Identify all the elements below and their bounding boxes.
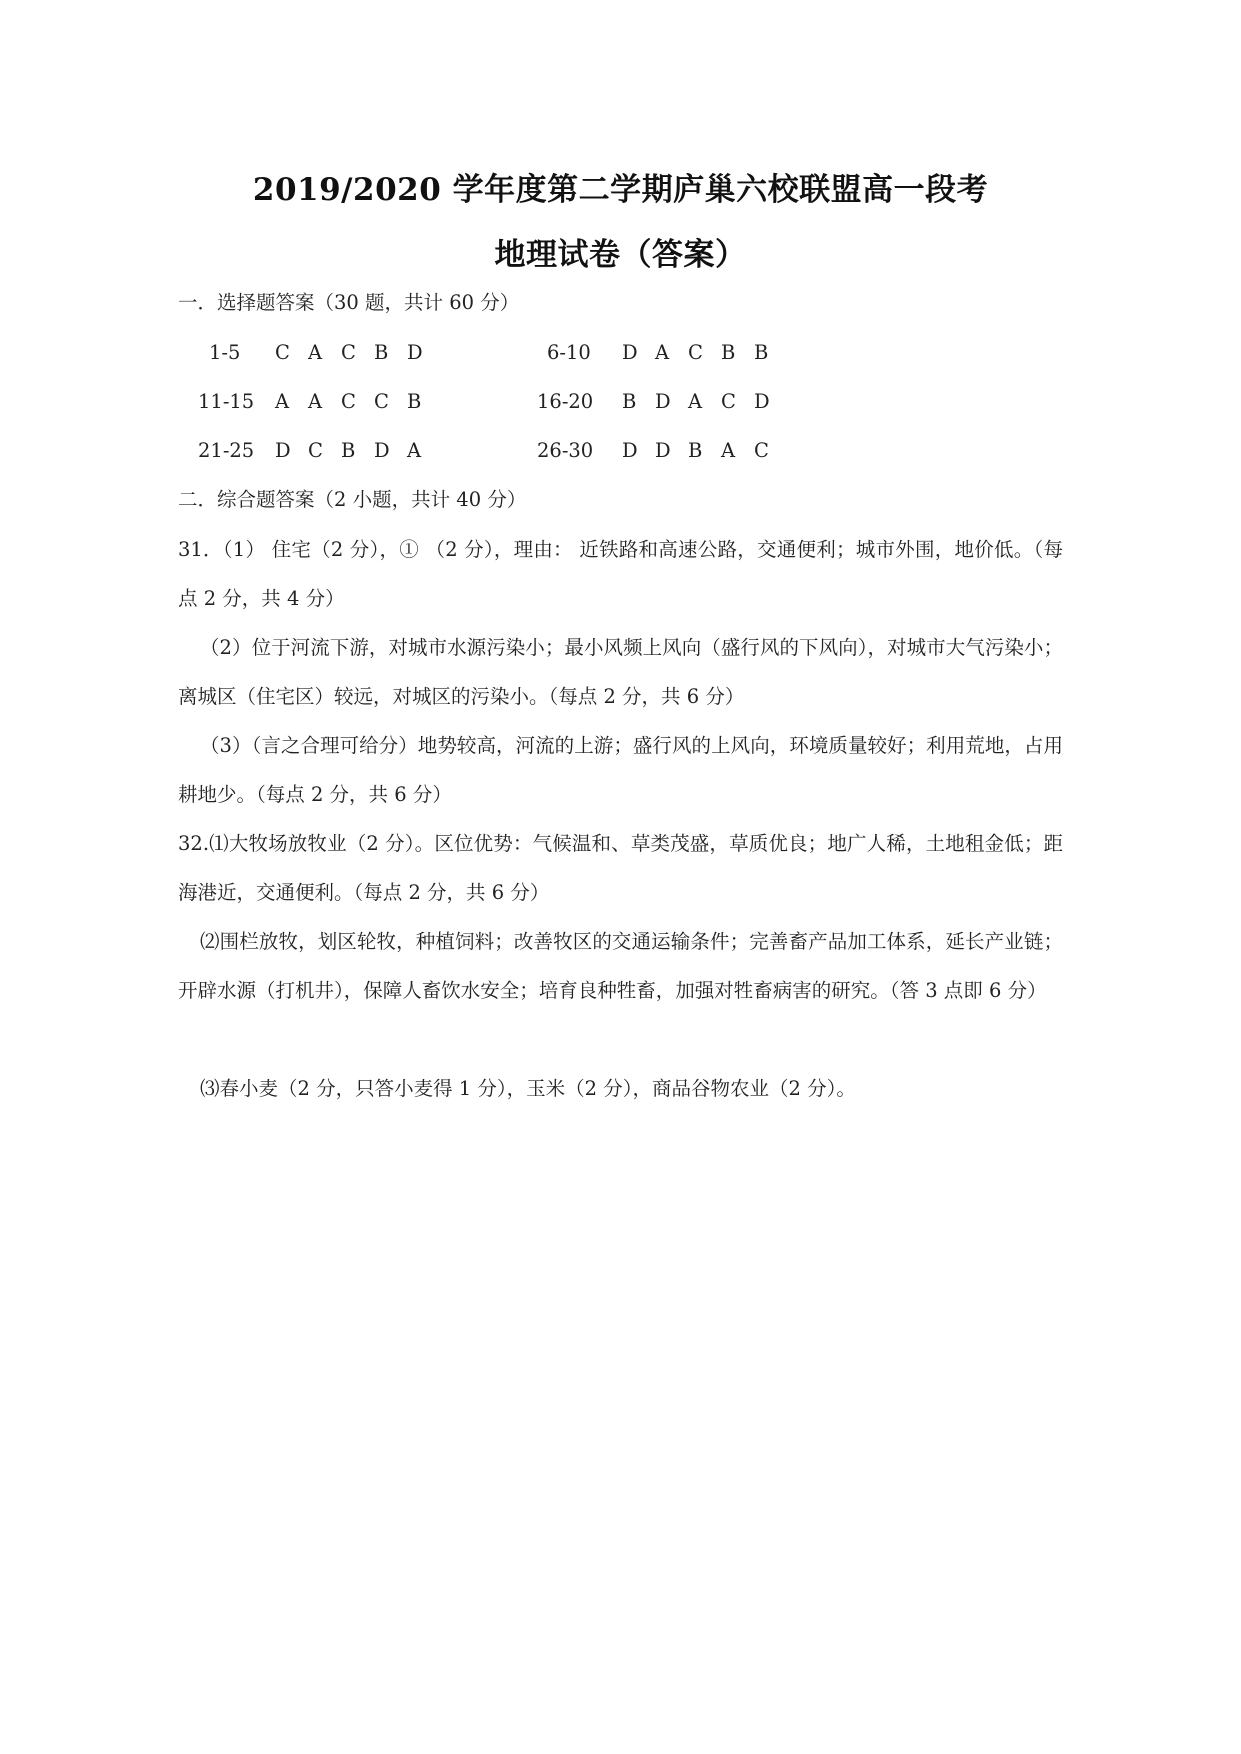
mc-range-left: 21-25 bbox=[198, 439, 255, 462]
mc-answer: B bbox=[374, 341, 389, 364]
mc-answers-left bbox=[275, 392, 440, 412]
section-multiple-choice-heading: 一．选择题答案（30 题，共计 60 分） bbox=[178, 291, 520, 314]
mc-range-right: 26-30 bbox=[537, 439, 594, 462]
mc-answer: D bbox=[622, 341, 638, 364]
mc-answer: B bbox=[407, 390, 422, 413]
mc-answer: A bbox=[275, 390, 290, 413]
mc-answer: B bbox=[721, 341, 736, 364]
mc-answers-right bbox=[622, 441, 787, 461]
mc-answer: D bbox=[275, 439, 291, 462]
mc-answer: B bbox=[754, 341, 769, 364]
mc-range-left: 11-15 bbox=[198, 390, 255, 413]
q31-part2: （2）位于河流下游，对城市水源污染小；最小风频上风向（盛行风的下风向），对城市大气污染小；离城区（住宅区）较远，对城区的污染小。（每点 2 分，共 6 分） bbox=[178, 636, 1063, 708]
mc-answer: C bbox=[374, 390, 389, 413]
mc-answer: A bbox=[407, 439, 422, 462]
mc-answer: D bbox=[374, 439, 390, 462]
page-subtitle: 地理试卷（答案） bbox=[494, 237, 747, 273]
q31-part3: （3）（言之合理可给分）地势较高，河流的上游；盛行风的上风向，环境质量较好；利用荒地，占用耕地少。（每点 2 分，共 6 分） bbox=[178, 734, 1063, 806]
mc-answers-left bbox=[275, 343, 440, 363]
q32-part2: ⑵围栏放牧，划区轮牧，种植饲料；改善牧区的交通运输条件；完善畜产品加工体系，延长产业链；开辟水源（打机井），保障人畜饮水安全；培育良种牲畜，加强对牲畜病害的研究。（答 3 点即 6 分） bbox=[178, 930, 1063, 1002]
section-comprehensive-heading: 二．综合题答案（2 小题，共计 40 分） bbox=[178, 488, 527, 511]
mc-range-left: 1-5 bbox=[209, 341, 241, 364]
mc-answer: B bbox=[688, 439, 703, 462]
mc-answer: C bbox=[341, 390, 356, 413]
mc-answer: C bbox=[308, 439, 323, 462]
mc-answers-left bbox=[275, 441, 440, 461]
mc-answers-right bbox=[622, 343, 787, 363]
page-title: 2019/2020 学年度第二学期庐巢六校联盟高一段考 bbox=[252, 172, 989, 208]
mc-range-right: 16-20 bbox=[537, 390, 594, 413]
mc-answer: C bbox=[754, 439, 769, 462]
mc-answer: C bbox=[275, 341, 290, 364]
mc-answer: D bbox=[754, 390, 770, 413]
mc-answer: C bbox=[688, 341, 703, 364]
mc-answer: D bbox=[622, 439, 638, 462]
mc-range-right: 6-10 bbox=[547, 341, 591, 364]
mc-answer: B bbox=[341, 439, 356, 462]
mc-answers-right bbox=[622, 392, 787, 412]
mc-answer: D bbox=[655, 439, 671, 462]
q32-part3: ⑶春小麦（2 分，只答小麦得 1 分），玉米（2 分），商品谷物农业（2 分）。 bbox=[200, 1077, 856, 1100]
mc-answer: A bbox=[721, 439, 736, 462]
q31-part1: 31．（1） 住宅（2 分），① （2 分），理由： 近铁路和高速公路，交通便利；城市外围，地价低。（每点 2 分，共 4 分） bbox=[178, 538, 1063, 610]
mc-answer: D bbox=[655, 390, 671, 413]
mc-answer: B bbox=[622, 390, 637, 413]
mc-answer: D bbox=[407, 341, 423, 364]
mc-answer: A bbox=[688, 390, 703, 413]
q32-part1: 32.⑴大牧场放牧业（2 分）。区位优势：气候温和、草类茂盛，草质优良；地广人稀，土地租金低；距海港近，交通便利。（每点 2 分，共 6 分） bbox=[178, 832, 1063, 904]
mc-answer: A bbox=[655, 341, 670, 364]
mc-answer: A bbox=[308, 341, 323, 364]
mc-answer: C bbox=[341, 341, 356, 364]
mc-answer: A bbox=[308, 390, 323, 413]
mc-answer: C bbox=[721, 390, 736, 413]
